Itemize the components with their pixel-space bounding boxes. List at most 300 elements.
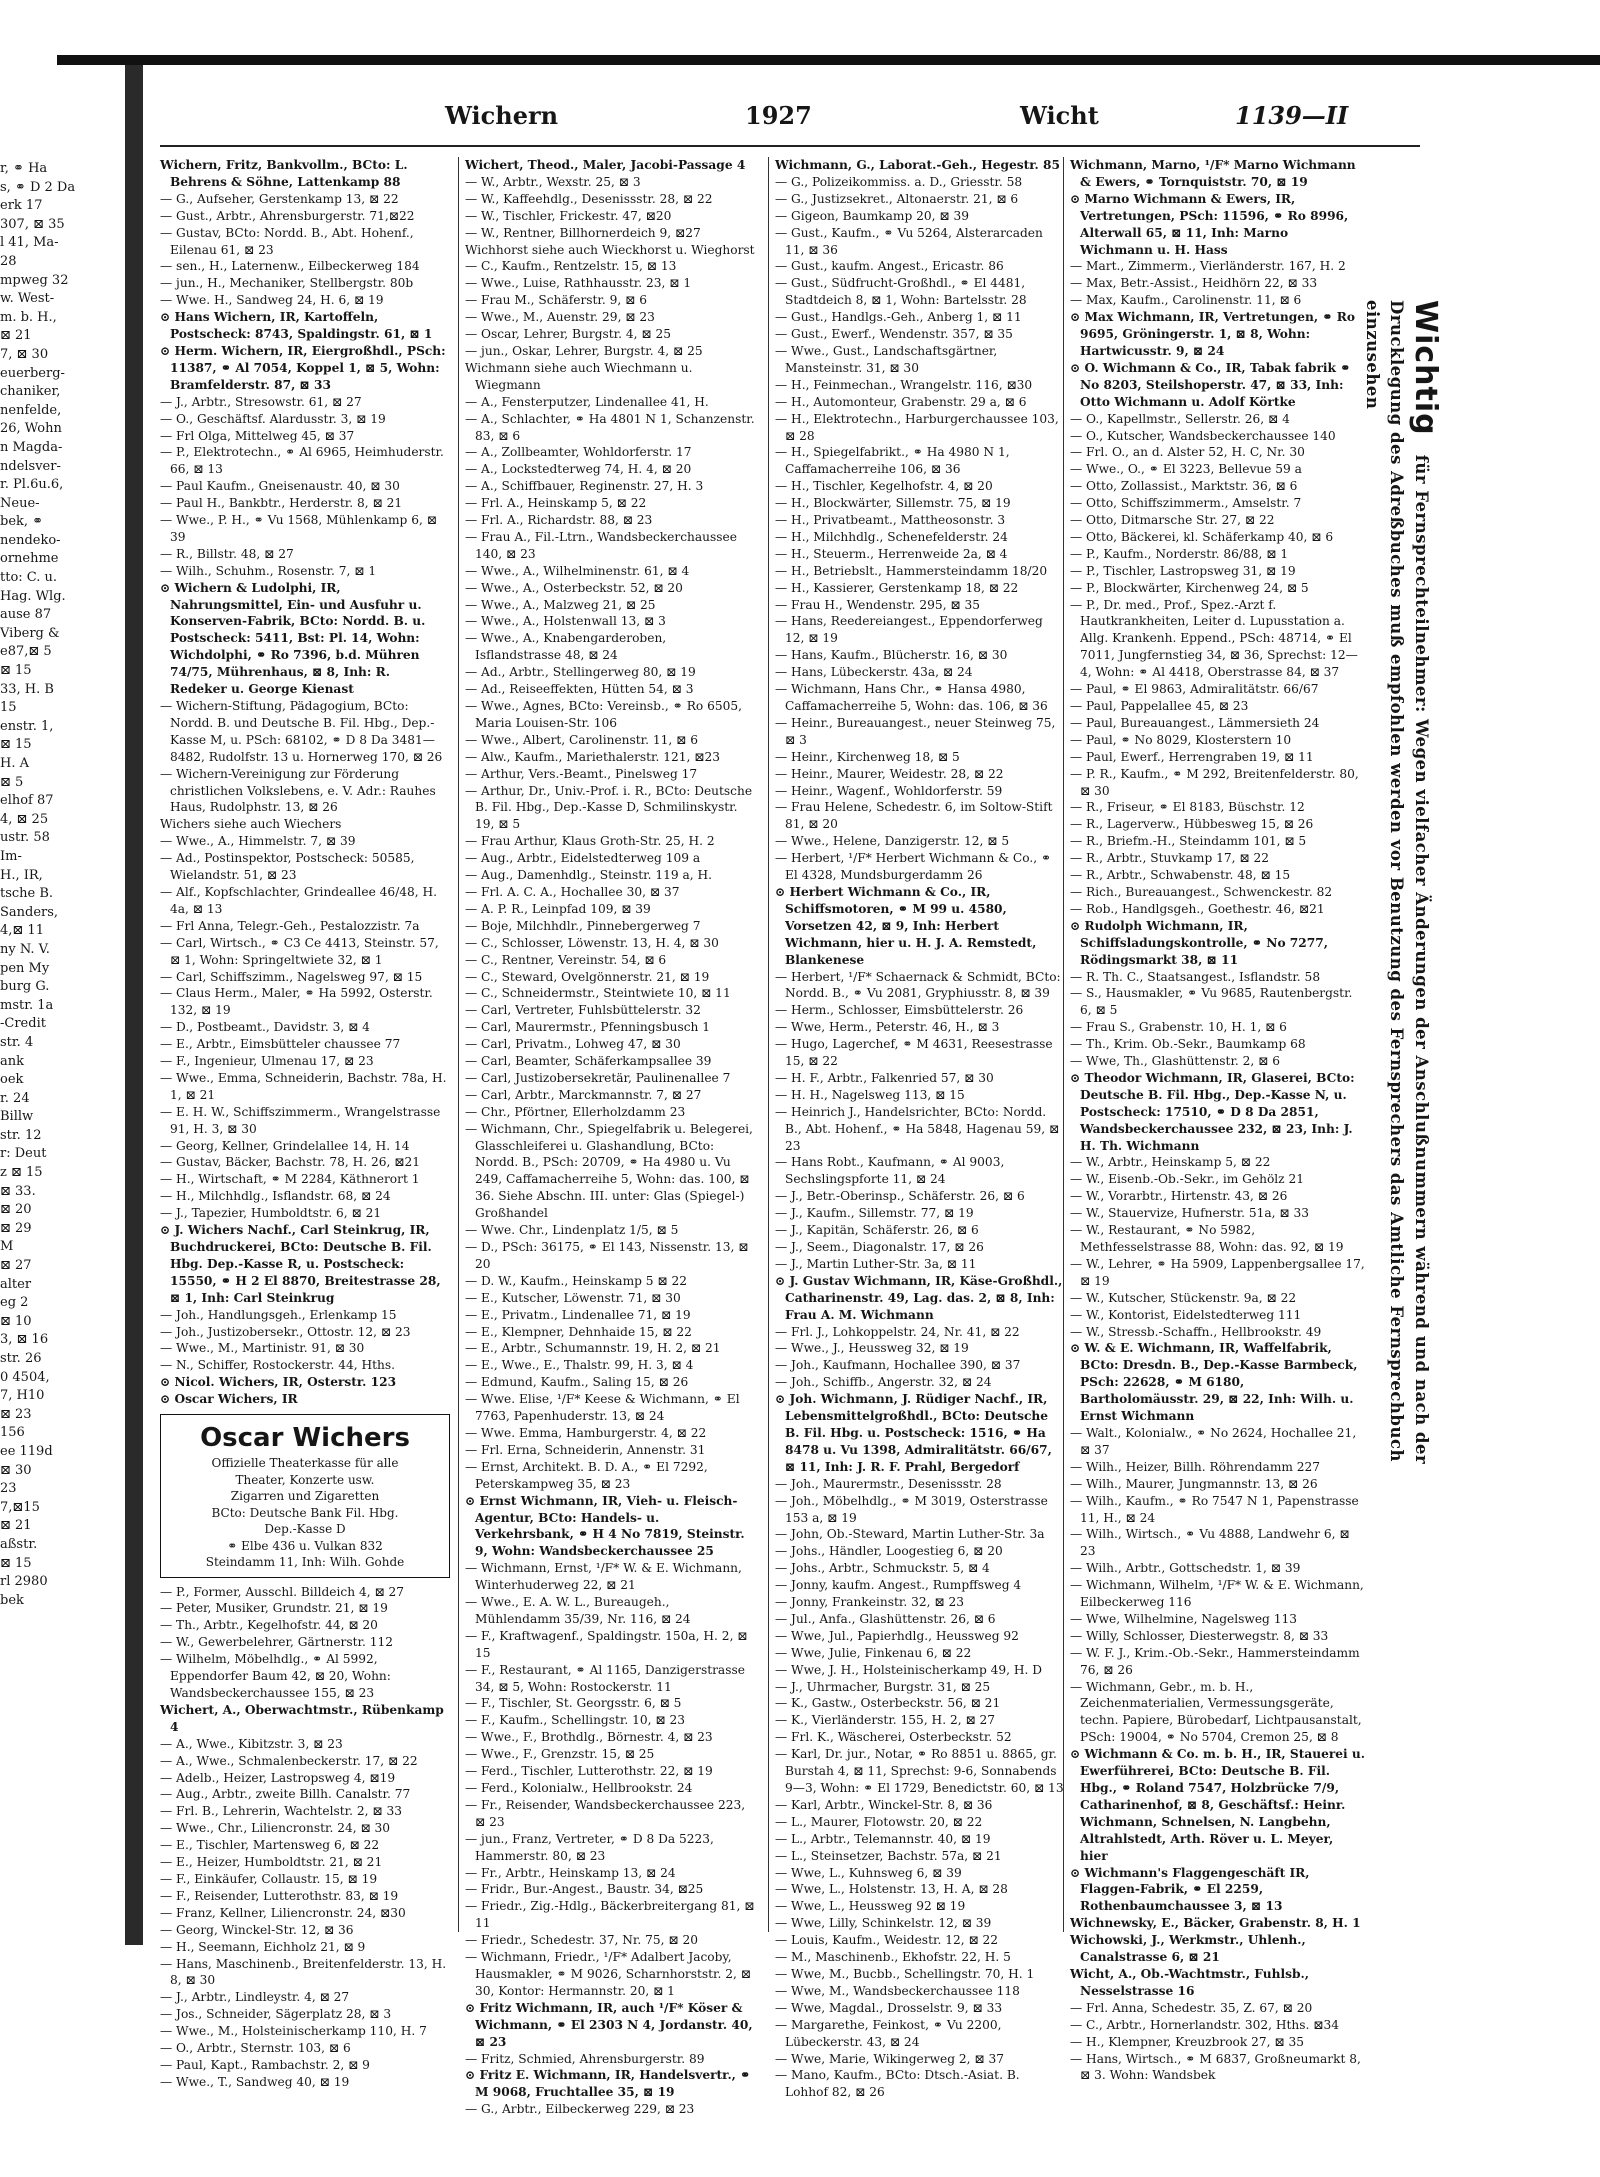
directory-entry: — Oscar, Lehrer, Burgstr. 4, ⊠ 25 <box>465 327 671 342</box>
directory-entry: — Gust., Ewerf., Wendenstr. 357, ⊠ 35 <box>775 327 1013 342</box>
directory-entry: — Frl. B., Lehrerin, Wachtelstr. 2, ⊠ 33 <box>160 1804 402 1819</box>
left-page-fragment-line: nendeko- <box>0 532 61 548</box>
directory-entry: — J., Tapezier, Humboldtstr. 6, ⊠ 21 <box>160 1206 382 1221</box>
left-page-fragment-line: H. A <box>0 756 29 771</box>
directory-entry: — Carl, Maurermstr., Pfenningsbusch 1 <box>465 1020 711 1035</box>
directory-entry: — H., Milchhdlg., Schenefelderstr. 24 <box>775 529 1008 544</box>
directory-entry: — W., Tischler, Frickestr. 47, ⊠20 <box>465 208 672 223</box>
directory-entry: — Edmund, Kaufm., Saling 15, ⊠ 26 <box>465 1375 689 1390</box>
left-page-fragment-line: 23 <box>0 1481 17 1497</box>
directory-entry: — Joh., Handlungsgeh., Erlenkamp 15 <box>160 1307 397 1322</box>
directory-entry: — Rob., Handlgsgeh., Goethestr. 46, ⊠21 <box>1070 901 1325 916</box>
left-page-fragment-line: ⊠ 30 <box>0 1462 32 1478</box>
ad-line: Offizielle Theaterkasse für alle <box>211 1456 399 1471</box>
directory-entry: — Aug., Arbtr., zweite Billh. Canalstr. 77 <box>160 1787 411 1802</box>
ad-line: Steindamm 11, Inh: Wilh. Gohde <box>205 1555 405 1570</box>
left-page-fragment-line: bek <box>0 1592 24 1608</box>
left-page-fragment-line: bek, ⚭ <box>0 514 44 530</box>
directory-entry: — R., Arbtr., Schwabenstr. 48, ⊠ 15 <box>1070 868 1291 883</box>
directory-entry: — Wilh., Schuhm., Rosenstr. 7, ⊠ 1 <box>160 563 377 578</box>
directory-entry: ⊙ Herm. Wichern, IR, Eiergroßhdl., PSch: 11387, ⚭ Al 7054, Koppel 1, ⊠ 5, Wohn: Bramfelderstr. 87, ⊠ 33 <box>160 343 446 392</box>
header-right-keyword: Wicht <box>1020 101 1099 130</box>
directory-entry: — Karl, Arbtr., Winckel-Str. 8, ⊠ 36 <box>775 1797 993 1812</box>
directory-entry: — H., Seemann, Eichholz 21, ⊠ 9 <box>160 1939 366 1954</box>
left-page-fragment-line: ⊠ 23 <box>0 1406 32 1422</box>
directory-entry: — H., Automonteur, Grabenstr. 29 a, ⊠ 6 <box>775 394 1027 409</box>
directory-entry: ⊙ Max Wichmann, IR, Vertretungen, ⚭ Ro 9695, Gröningerstr. 1, ⊠ 8, Wohn: Hartwicusstr. 9, ⊠ 24 <box>1070 310 1356 358</box>
directory-entry: — Wichmann, Friedr., ¹/F* Adalbert Jacoby, Hausmakler, ⚭ M 9026, Scharnhorststr. 2, ⊠ 30, Kontor: Hermannstr. 20, ⊠ 1 <box>465 1950 751 1998</box>
directory-entry: — Frl. A., Heinskamp 5, ⊠ 22 <box>465 496 647 511</box>
directory-entry: — Frl. Anna, Schedestr. 35, Z. 67, ⊠ 20 <box>1070 2000 1313 2015</box>
directory-entry: — Heinr., Bureauangest., neuer Steinweg 75, ⊠ 3 <box>775 715 1056 747</box>
left-page-fragment-line: m. b. H., <box>0 309 57 325</box>
directory-entry: — F., Ingenieur, Ulmenau 17, ⊠ 23 <box>160 1054 374 1069</box>
directory-entry: — Jul., Anfa., Glashüttenstr. 26, ⊠ 6 <box>775 1611 996 1626</box>
directory-entry: — Frau S., Grabenstr. 10, H. 1, ⊠ 6 <box>1070 1020 1287 1035</box>
directory-column-4 <box>1070 157 1365 2083</box>
left-page-fragment <box>0 160 118 1880</box>
directory-entry: — O., Arbtr., Sternstr. 103, ⊠ 6 <box>160 2041 351 2056</box>
directory-entry: — Chr., Pförtner, Ellerholzdamm 23 <box>465 1104 686 1119</box>
header-year: 1927 <box>745 101 812 130</box>
directory-entry: — G., Arbtr., Eilbeckerweg 229, ⊠ 23 <box>465 2102 695 2117</box>
directory-entry: — R., Billstr. 48, ⊠ 27 <box>160 546 294 561</box>
directory-entry: — Carl, Beamter, Schäferkampsallee 39 <box>465 1054 712 1069</box>
directory-entry: Wichhorst siehe auch Wieckhorst u. Wieghorst <box>465 242 755 257</box>
directory-entry: Wichers siehe auch Wiechers <box>160 817 342 832</box>
directory-entry: — Gust., Arbtr., Ahrensburgerstr. 71,⊠22 <box>160 208 415 223</box>
directory-entry: — L., Arbtr., Telemannstr. 40, ⊠ 19 <box>775 1831 991 1846</box>
directory-entry: — Wwe., A., Osterbeckstr. 52, ⊠ 20 <box>465 580 683 595</box>
directory-entry: — Rich., Bureauangest., Schwenckestr. 82 <box>1070 884 1333 899</box>
left-page-fragment-line: Viberg & <box>0 625 60 641</box>
directory-entry: — Max, Kaufm., Carolinenstr. 11, ⊠ 6 <box>1070 293 1302 308</box>
left-page-fragment-line: nenfelde, <box>0 402 62 418</box>
directory-entry: — D. W., Kaufm., Heinskamp 5 ⊠ 22 <box>465 1273 688 1288</box>
directory-entry: ⊙ Theodor Wichmann, IR, Glaserei, BCto: Deutsche B. Fil. Hbg., Dep.-Kasse N, u. Postscheck: 17510, ⚭ D 8 Da 2851, Wandsbeckerchaussee 232, ⊠ 23, Inh: J. H. Th. Wichmann <box>1070 1070 1355 1153</box>
left-page-fragment-line: ⊠ 29 <box>0 1220 32 1236</box>
directory-entry: — R., Arbtr., Stuvkamp 17, ⊠ 22 <box>1070 851 1270 866</box>
directory-entry: — Heinrich J., Handelsrichter, BCto: Nordd. B., Abt. Hohenf., ⚭ Ha 5848, Hagenau 59, ⊠ 23 <box>775 1104 1060 1153</box>
directory-entry: — Carl, Schiffszimm., Nagelsweg 97, ⊠ 15 <box>160 969 423 984</box>
directory-entry: — Joh., Schiffb., Angerstr. 32, ⊠ 24 <box>775 1375 992 1390</box>
directory-entry: — Max, Betr.-Assist., Heidhörn 22, ⊠ 33 <box>1070 276 1318 291</box>
left-page-fragment-line: ee 119d <box>0 1443 53 1459</box>
directory-entry: — Gustav, BCto: Nordd. B., Abt. Hohenf., Eilenau 61, ⊠ 23 <box>160 225 414 257</box>
ad-line: Zigarren und Zigaretten <box>230 1489 380 1504</box>
left-page-fragment-line: 4, ⊠ 25 <box>0 811 49 827</box>
side-notice <box>1363 300 1445 1500</box>
directory-entry: — Wwe., F., Brothdlg., Börnestr. 4, ⊠ 23 <box>465 1730 713 1745</box>
directory-entry: — Hugo, Lagerchef, ⚭ M 4631, Reesestrasse 15, ⊠ 22 <box>775 1037 1053 1069</box>
directory-entry: — W., Kaffeehdlg., Desenissstr. 28, ⊠ 22 <box>465 191 713 206</box>
directory-entry: — Wwe., A., Himmelstr. 7, ⊠ 39 <box>160 834 356 849</box>
directory-entry: — Franz, Kellner, Liliencronstr. 24, ⊠30 <box>160 1905 406 1920</box>
directory-entry: — C., Steward, Ovelgönnerstr. 21, ⊠ 19 <box>465 969 710 984</box>
directory-entry: — P., Dr. med., Prof., Spez.-Arzt f. Hautkrankheiten, Leiter d. Lupusstation a. Allg. Krankenh. Eppend., PSch: 48714, ⚭ El 7011, Jungfernstieg 34, ⊠ 36, Sprechst: 12—4, Wohn: ⚭ Al 4418, Oberstrasse 84, ⊠ 37 <box>1070 597 1358 680</box>
directory-entry: — Wwe, Lilly, Schinkelstr. 12, ⊠ 39 <box>775 1916 992 1931</box>
directory-entry: Wichert, Theod., Maler, Jacobi-Passage 4 <box>465 158 746 172</box>
directory-entry: — Wwe, Julie, Finkenau 6, ⊠ 22 <box>775 1645 972 1660</box>
directory-entry: — Carl, Wirtsch., ⚭ C3 Ce 4413, Steinstr. 57, ⊠ 1, Wohn: Springeltwiete 32, ⊠ 1 <box>160 935 439 967</box>
directory-entry: — Wwe, L., Holstenstr. 13, H. A, ⊠ 28 <box>775 1882 1008 1897</box>
directory-entry: — F., Restaurant, ⚭ Al 1165, Danzigerstrasse 34, ⊠ 5, Wohn: Rostockerstr. 11 <box>465 1662 745 1694</box>
side-notice-heading: Wichtig <box>1408 300 1443 436</box>
directory-entry: ⊙ Wichern & Ludolphi, IR, Nahrungsmittel, Ein- und Ausfuhr u. Konserven-Fabrik, BCto: Nordd. B. u. Postscheck: 5411, Bst: Pl. 14, Wohn: Wichdolphi, ⚭ Ro 7396, b.d. Mühren 74/75, Mührenhaus, ⊠ 8, Inh: R. Redeker u. George Kienast <box>160 580 426 697</box>
directory-entry: — Paul Kaufm., Gneisenaustr. 40, ⊠ 30 <box>160 479 400 494</box>
left-page-fragment-line: 15 <box>0 700 17 716</box>
directory-entry: — R. Th. C., Staatsangest., Isflandstr. 58 <box>1070 969 1321 984</box>
directory-entry: — F., Kaufm., Schellingstr. 10, ⊠ 23 <box>465 1713 685 1728</box>
directory-entry: — C., Rentner, Vereinstr. 54, ⊠ 6 <box>465 952 667 967</box>
directory-entry: — S., Hausmakler, ⚭ Vu 9685, Rautenbergstr. 6, ⊠ 5 <box>1070 986 1353 1018</box>
directory-entry: — Ernst, Architekt. B. D. A., ⚭ El 7292, Peterskampweg 35, ⊠ 23 <box>465 1459 708 1491</box>
directory-entry: — Frl. J., Lohkoppelstr. 24, Nr. 41, ⊠ 22 <box>775 1324 1020 1339</box>
directory-entry: Wichmann, G., Laborat.-Geh., Hegestr. 85 <box>775 158 1060 172</box>
directory-entry: Wichnewsky, E., Bäcker, Grabenstr. 8, H. 1 <box>1070 1916 1361 1931</box>
left-page-fragment-line: r, ⚭ Ha <box>0 161 48 176</box>
directory-entry: — Hans, Maschinenb., Breitenfelderstr. 13, H. 8, ⊠ 30 <box>160 1956 447 1988</box>
directory-entry: — C., Schlosser, Löwenstr. 13, H. 4, ⊠ 30 <box>465 935 719 950</box>
directory-entry: — Paul, ⚭ El 9863, Admiralitätstr. 66/67 <box>1070 682 1319 697</box>
directory-entry: — Gust., Handlgs.-Geh., Anberg 1, ⊠ 11 <box>775 310 1022 325</box>
directory-entry: — L., Steinsetzer, Bachstr. 57a, ⊠ 21 <box>775 1848 1002 1863</box>
directory-entry: — P., Former, Ausschl. Billdeich 4, ⊠ 27 <box>160 1584 405 1599</box>
directory-entry: — Wichmann, Hans Chr., ⚭ Hansa 4980, Caffamacherreihe 5, Wohn: das. 106, ⊠ 36 <box>775 682 1048 713</box>
directory-entry: — Frau Helene, Schedestr. 6, im Soltow-Stift 81, ⊠ 20 <box>775 800 1053 832</box>
directory-entry: — E., Arbtr., Schumannstr. 19, H. 2, ⊠ 21 <box>465 1341 721 1356</box>
directory-entry: — W., Kutscher, Stückenstr. 9a, ⊠ 22 <box>1070 1290 1297 1305</box>
directory-entry: — Wichmann, Wilhelm, ¹/F* W. & E. Wichmann, Eilbeckerweg 116 <box>1070 1578 1364 1610</box>
directory-entry: — A., Wwe., Schmalenbeckerstr. 17, ⊠ 22 <box>160 1753 418 1768</box>
directory-entry: — F., Einkäufer, Collaustr. 15, ⊠ 19 <box>160 1871 378 1886</box>
directory-entry: — E., Klempner, Dehnhaide 15, ⊠ 22 <box>465 1324 692 1339</box>
left-page-fragment-line: mstr. 1a <box>0 997 54 1013</box>
directory-entry: — J., Arbtr., Stresowstr. 61, ⊠ 27 <box>160 394 362 409</box>
directory-entry: — Alw., Kaufm., Mariethalerstr. 121, ⊠23 <box>465 749 721 764</box>
directory-entry: — K., Gastw., Osterbeckstr. 56, ⊠ 21 <box>775 1696 1001 1711</box>
directory-entry: — Georg, Winckel-Str. 12, ⊠ 36 <box>160 1922 354 1937</box>
directory-entry: — W., Restaurant, ⚭ No 5982, Methfesselstrasse 88, Wohn: das. 92, ⊠ 19 <box>1070 1223 1344 1254</box>
directory-entry: — R., Friseur, ⚭ El 8183, Büschstr. 12 <box>1070 800 1305 815</box>
side-notice-text: für Fernsprechteilnehmer: Wegen vielfacher Änderungen der Anschlußnummern während und nach der Drucklegung des Adreßbuches muß empfohlen werden vor Benutzung des Fernsprechers das Amtliche Fernsprechbuch einzusehen <box>1363 300 1431 1465</box>
directory-entry: — R., Briefm.-H., Steindamm 101, ⊠ 5 <box>1070 834 1307 849</box>
directory-entry: — H., Privatbeamt., Mattheosonstr. 3 <box>775 513 1006 528</box>
directory-entry: — Louis, Kaufm., Weidestr. 12, ⊠ 22 <box>775 1933 999 1948</box>
ad-line: Dep.-Kasse D <box>264 1522 346 1537</box>
directory-entry: — Joh., Justizobersekr., Ottostr. 12, ⊠ 23 <box>160 1324 411 1339</box>
directory-entry: — Friedr., Zig.-Hdlg., Bäckerbreitergang 81, ⊠ 11 <box>465 1899 755 1931</box>
directory-entry: — J., Uhrmacher, Burgstr. 31, ⊠ 25 <box>775 1679 991 1694</box>
directory-entry: — Carl, Justizobersekretär, Paulinenallee 7 <box>465 1070 731 1085</box>
directory-entry: — E., Heizer, Humboldtstr. 21, ⊠ 21 <box>160 1855 383 1870</box>
directory-entry: — A., Schiffbauer, Reginenstr. 27, H. 3 <box>465 479 704 494</box>
directory-entry: — Wwe., O., ⚭ El 3223, Bellevue 59 a <box>1070 462 1302 477</box>
left-page-fragment-line: l 41, Ma- <box>0 235 59 251</box>
directory-entry: — Wwe., M., Auenstr. 29, ⊠ 23 <box>465 310 655 325</box>
left-page-fragment-line: ause 87 <box>0 607 52 623</box>
left-page-fragment-line: -Credit <box>0 1016 46 1032</box>
directory-entry: — Paul, Ewerf., Herrengraben 19, ⊠ 11 <box>1070 749 1314 764</box>
left-page-fragment-line: pen My <box>0 960 50 976</box>
oscar-wichers-advertisement <box>160 1414 450 1578</box>
directory-entry: — Wilh., Arbtr., Gottschedstr. 1, ⊠ 39 <box>1070 1561 1301 1576</box>
directory-entry: — H., Kassierer, Gerstenkamp 18, ⊠ 22 <box>775 580 1019 595</box>
directory-entry: — Wilhelm, Möbelhdlg., ⚭ Al 5992, Eppendorfer Baum 42, ⊠ 20, Wohn: Wandsbeckerchaussee 155, ⊠ 23 <box>160 1652 391 1700</box>
left-page-fragment-line: z ⊠ 15 <box>0 1165 43 1181</box>
directory-entry: — Arthur, Vers.-Beamt., Pinelsweg 17 <box>465 766 698 781</box>
directory-entry: ⊙ Joh. Wichmann, J. Rüdiger Nachf., IR, Lebensmittelgroßhdl., BCto: Deutsche B. Fil. Hbg. u. Postscheck: 1516, ⚭ Ha 8478 u. Vu 1398, Admiralitätstr. 66/67, ⊠ 11, Inh: J. R. F. Prahl, Bergedorf <box>775 1392 1052 1474</box>
directory-entry: ⊙ Wichmann & Co. m. b. H., IR, Stauerei u. Ewerführerei, BCto: Deutsche B. Fil. Hbg., ⚭ Roland 7547, Holzbrücke 7/9, Catharinenhof, ⊠ 8, Geschäftsf.: Heinr. Wichmann, Schnelsen, N. Langbehn, Altrahlstedt, Arth. Röver u. L. Meyer, hier <box>1070 1747 1365 1863</box>
directory-entry: — Wichmann, Chr., Spiegelfabrik u. Belegerei, Glasschleiferei u. Glashandlung, BCto: Nordd. B., PSch: 20709, ⚭ Ha 4980 u. Vu 249, Caffamacherreihe 5, Wohn: das. 100, ⊠ 36. Siehe Abschn. III. unter: Glas (Spiegel-) Großhandel <box>465 1121 753 1221</box>
directory-entry: ⊙ Oscar Wichers, IR <box>160 1392 298 1407</box>
directory-entry: — Frl Olga, Mittelweg 45, ⊠ 37 <box>160 428 355 443</box>
left-page-fragment-line: ⊠ 21 <box>0 1518 32 1534</box>
directory-entry: Wichmann, Marno, ¹/F* Marno Wichmann & Ewers, ⚭ Tornquiststr. 70, ⊠ 19 <box>1070 158 1356 189</box>
left-page-fragment-line: ⊠ 10 <box>0 1313 32 1329</box>
directory-entry: — Wwe, Magdal., Drosselstr. 9, ⊠ 33 <box>775 2000 1003 2015</box>
directory-entry: — Wwe., Helene, Danzigerstr. 12, ⊠ 5 <box>775 834 1010 849</box>
directory-entry: — Boje, Milchhdlr., Pinnebergerweg 7 <box>465 918 701 933</box>
left-page-fragment-line: e87,⊠ 5 <box>0 644 52 660</box>
directory-entry: — Wwe., Albert, Carolinenstr. 11, ⊠ 6 <box>465 732 698 747</box>
directory-entry: — F., Reisender, Lutterothstr. 83, ⊠ 19 <box>160 1888 399 1903</box>
directory-entry: — K., Vierländerstr. 155, H. 2, ⊠ 27 <box>775 1713 996 1728</box>
left-page-fragment-line: aßstr. <box>0 1536 38 1552</box>
directory-entry: — Wwe., F., Grenzstr. 15, ⊠ 25 <box>465 1747 655 1762</box>
directory-entry: — Frau A., Fil.-Ltrn., Wandsbeckerchaussee 140, ⊠ 23 <box>465 529 737 561</box>
left-page-fragment-line: erk 17 <box>0 198 43 214</box>
left-page-fragment-line: ⊠ 27 <box>0 1258 32 1274</box>
directory-entry: — Wwe. Chr., Lindenplatz 1/5, ⊠ 5 <box>465 1223 679 1238</box>
directory-entry: — Paul, Kapt., Rambachstr. 2, ⊠ 9 <box>160 2057 370 2072</box>
directory-entry: — A., Wwe., Kibitzstr. 3, ⊠ 23 <box>160 1736 343 1751</box>
directory-entry: Wicht, A., Ob.-Wachtmstr., Fuhlsb., Nesselstrasse 16 <box>1070 1966 1309 1998</box>
left-page-fragment-line: euerberg- <box>0 365 65 381</box>
directory-entry: — P. R., Kaufm., ⚭ M 292, Breitenfelderstr. 80, ⊠ 30 <box>1070 766 1359 798</box>
directory-entry: — Wilh., Wirtsch., ⚭ Vu 4888, Landwehr 6, ⊠ 23 <box>1070 1527 1350 1559</box>
header-left-keyword: Wichern <box>445 101 559 130</box>
directory-entry: — Wichern-Vereinigung zur Förderung christlichen Volkslebens, e. V. Adr.: Rauhes Haus, Rudolphstr. 13, ⊠ 26 <box>160 766 436 815</box>
directory-entry: — Fridr., Bur.-Angest., Baustr. 34, ⊠25 <box>465 1882 704 1897</box>
directory-entry: — Paul, Bureauangest., Lämmersieth 24 <box>1070 715 1320 730</box>
directory-entry: — Heinr., Wagenf., Wohldorferstr. 59 <box>775 783 1003 798</box>
directory-entry: — Heinr., Kirchenweg 18, ⊠ 5 <box>775 749 960 764</box>
directory-entry: Wichert, A., Oberwachtmstr., Rübenkamp 4 <box>160 1702 444 1734</box>
directory-entry: — Willy, Schlosser, Diesterwegstr. 8, ⊠ 33 <box>1070 1628 1329 1643</box>
directory-entry: — Hans Robt., Kaufmann, ⚭ Al 9003, Sechslingspforte 11, ⊠ 24 <box>775 1155 1005 1187</box>
directory-entry: ⊙ Herbert Wichmann & Co., IR, Schiffsmotoren, ⚭ M 99 u. 4580, Vorsetzen 42, ⊠ 9, Inh: Herbert Wichmann, hier u. H. J. A. Remstedt, Blankenese <box>775 884 1037 967</box>
directory-entry: — H. H., Nagelsweg 113, ⊠ 15 <box>775 1087 965 1102</box>
page-header <box>160 95 1420 147</box>
directory-entry: — Claus Herm., Maler, ⚭ Ha 5992, Osterstr. 132, ⊠ 19 <box>160 986 433 1018</box>
left-page-fragment-line: 156 <box>0 1425 25 1441</box>
directory-entry: — H., Feinmechan., Wrangelstr. 116, ⊠30 <box>775 377 1033 392</box>
directory-entry: — Wwe., Luise, Rathhausstr. 23, ⊠ 1 <box>465 276 692 291</box>
directory-entry: — Mart., Zimmerm., Vierländerstr. 167, H. 2 <box>1070 259 1346 274</box>
directory-entry: — Joh., Maurermstr., Desenissstr. 28 <box>775 1476 1002 1491</box>
directory-entry: — Wwe. Elise, ¹/F* Keese & Wichmann, ⚭ El 7763, Papenhuderstr. 13, ⊠ 24 <box>465 1392 740 1424</box>
left-page-fragment-line: Im- <box>0 848 22 864</box>
directory-entry: — Wwe., A., Holstenwall 13, ⊠ 3 <box>465 614 666 629</box>
directory-entry: — Fr., Arbtr., Heinskamp 13, ⊠ 24 <box>465 1865 676 1880</box>
directory-entry: — Frl. O., an d. Alster 52, H. C, Nr. 30 <box>1070 445 1305 460</box>
left-page-fragment-line: rl 2980 <box>0 1574 48 1590</box>
directory-entry: — Wwe., Emma, Schneiderin, Bachstr. 78a, H. 1, ⊠ 21 <box>160 1070 447 1102</box>
left-page-fragment-line: s, ⚭ D 2 Da <box>0 179 76 195</box>
directory-entry: — H., Tischler, Kegelhofstr. 4, ⊠ 20 <box>775 479 993 494</box>
directory-columns <box>160 157 1415 2117</box>
directory-entry: — H., Steuerm., Herrenweide 2a, ⊠ 4 <box>775 546 1008 561</box>
directory-entry: — H., Elektrotechn., Harburgerchaussee 103, ⊠ 28 <box>775 411 1059 443</box>
directory-entry: — E., Wwe., E., Thalstr. 99, H. 3, ⊠ 4 <box>465 1358 694 1373</box>
left-page-fragment-line: ank <box>0 1053 25 1069</box>
left-page-fragment-line: 4,⊠ 11 <box>0 923 44 939</box>
directory-entry: — W., Stauervize, Hufnerstr. 51a, ⊠ 33 <box>1070 1206 1310 1221</box>
left-page-fragment-line: ⊠ 15 <box>0 663 32 679</box>
left-page-fragment-line: 7, H10 <box>0 1388 45 1404</box>
directory-entry: — sen., H., Laternenw., Eilbeckerweg 184 <box>160 259 420 274</box>
directory-entry: — Wwe., M., Holsteinischerkamp 110, H. 7 <box>160 2024 427 2039</box>
directory-entry: — John, Ob.-Steward, Martin Luther-Str. 3a <box>775 1527 1045 1542</box>
directory-entry: — F., Kraftwagenf., Spaldingstr. 150a, H. 2, ⊠ 15 <box>465 1628 748 1660</box>
left-page-fragment-line: ndelsver- <box>0 458 61 474</box>
directory-entry: — G., Justizsekret., Altonaerstr. 21, ⊠ 6 <box>775 191 1019 206</box>
scan-page-gutter <box>125 65 143 1945</box>
left-page-fragment-line: Sanders, <box>0 904 59 920</box>
directory-entry: — Wwe. Emma, Hamburgerstr. 4, ⊠ 22 <box>465 1425 707 1440</box>
directory-entry: — J., Kapitän, Schäferstr. 26, ⊠ 6 <box>775 1223 979 1238</box>
left-page-fragment-line: elhof 87 <box>0 793 54 809</box>
directory-entry: — Wwe, Wilhelmine, Nagelsweg 113 <box>1070 1611 1297 1626</box>
directory-entry: — Wichern-Stiftung, Pädagogium, BCto: Nordd. B. und Deutsche B. Fil. Hbg., Dep.-Kasse M, u. PSch: 68102, ⚭ D 8 Da 3481—8482, Rudolfstr. 13 u. Hornerweg 170, ⊠ 26 <box>160 699 443 764</box>
directory-entry: — M., Maschinenb., Ekhofstr. 22, H. 5 <box>775 1950 1011 1965</box>
directory-entry: — P., Elektrotechn., ⚭ Al 6965, Heimhuderstr. 66, ⊠ 13 <box>160 445 444 477</box>
directory-entry: — D., Postbeamt., Davidstr. 3, ⊠ 4 <box>160 1020 370 1035</box>
left-page-fragment-line: chaniker, <box>0 384 61 400</box>
directory-entry: — Wwe., Gust., Landschaftsgärtner, Mansteinstr. 31, ⊠ 30 <box>775 343 998 375</box>
directory-entry: — Carl, Privatm., Lohweg 47, ⊠ 30 <box>465 1037 681 1052</box>
directory-entry: — Th., Arbtr., Kegelhofstr. 44, ⊠ 20 <box>160 1618 378 1633</box>
directory-entry: — Hans, Lübeckerstr. 43a, ⊠ 24 <box>775 665 973 680</box>
directory-entry: ⊙ Nicol. Wichers, IR, Osterstr. 123 <box>160 1375 397 1390</box>
directory-entry: — Wwe., J., Heussweg 32, ⊠ 19 <box>775 1341 969 1356</box>
left-page-fragment-line: ⊠ 21 <box>0 328 32 344</box>
directory-entry: — D., PSch: 36175, ⚭ El 143, Nissenstr. 13, ⊠ 20 <box>465 1240 749 1271</box>
left-page-fragment-line: 7,⊠15 <box>0 1499 40 1515</box>
directory-entry: ⊙ Marno Wichmann & Ewers, IR, Vertretungen, PSch: 11596, ⚭ Ro 8996, Alterwall 65, ⊠ 11, Inh: Marno Wichmann u. H. Hass <box>1070 191 1349 257</box>
ad-line: Theater, Konzerte usw. <box>235 1472 375 1487</box>
directory-entry: — Hans, Reedereiangest., Eppendorferweg 12, ⊠ 19 <box>775 614 1043 646</box>
left-page-fragment-line: enstr. 1, <box>0 718 54 734</box>
directory-entry: — Gust., kaufm. Angest., Ericastr. 86 <box>775 259 1004 274</box>
directory-entry: — Gustav, Bäcker, Bachstr. 78, H. 26, ⊠21 <box>160 1155 421 1170</box>
directory-entry: — O., Kapellmstr., Sellerstr. 26, ⊠ 4 <box>1070 411 1290 426</box>
directory-entry: — Otto, Ditmarsche Str. 27, ⊠ 22 <box>1070 513 1275 528</box>
directory-entry: — A. P. R., Leinpfad 109, ⊠ 39 <box>465 901 651 916</box>
directory-entry: — Johs., Arbtr., Schmuckstr. 5, ⊠ 4 <box>775 1561 990 1576</box>
directory-entry: — H., Milchhdlg., Isflandstr. 68, ⊠ 24 <box>160 1189 391 1204</box>
directory-entry: — Paul, ⚭ No 8029, Klosterstern 10 <box>1070 732 1292 747</box>
directory-entry: ⊙ Hans Wichern, IR, Kartoffeln, Postscheck: 8743, Spaldingstr. 61, ⊠ 1 <box>160 310 433 342</box>
directory-entry: — P., Kaufm., Norderstr. 86/88, ⊠ 1 <box>1070 546 1289 561</box>
left-page-fragment-line: ⊠ 5 <box>0 774 24 790</box>
directory-entry: — Frau Arthur, Klaus Groth-Str. 25, H. 2 <box>465 834 715 849</box>
directory-entry: — Ferd., Kolonialw., Hellbrookstr. 24 <box>465 1781 693 1795</box>
directory-entry: — Wwe., Chr., Liliencronstr. 24, ⊠ 30 <box>160 1821 391 1836</box>
directory-entry: — C., Schneidermstr., Steintwiete 10, ⊠ 11 <box>465 986 731 1001</box>
directory-entry: — C., Arbtr., Hornerlandstr. 302, Hths. ⊠34 <box>1070 2017 1339 2032</box>
directory-entry: — Fr., Reisender, Wandsbeckerchaussee 223, ⊠ 23 <box>465 1797 746 1829</box>
directory-entry: — Frl. K., Wäscherei, Osterbeckstr. 52 <box>775 1730 1012 1745</box>
directory-entry: — Wwe, Marie, Wikingerweg 2, ⊠ 37 <box>775 2051 1005 2066</box>
directory-entry: — E. H. W., Schiffszimmerm., Wrangelstrasse 91, H. 3, ⊠ 30 <box>160 1104 441 1136</box>
left-page-fragment-line: 0 4504, <box>0 1369 50 1385</box>
directory-entry: — W., Stressb.-Schaffn., Hellbrookstr. 49 <box>1070 1324 1322 1339</box>
left-page-fragment-line: ⊠ 20 <box>0 1202 32 1218</box>
directory-entry: — W., Rentner, Billhornerdeich 9, ⊠27 <box>465 225 701 240</box>
directory-entry: — Margarethe, Feinkost, ⚭ Vu 2200, Lübeckerstr. 43, ⊠ 24 <box>775 2017 1002 2049</box>
directory-entry: — J., Kaufm., Sillemstr. 77, ⊠ 19 <box>775 1206 974 1221</box>
header-page-number: 1139—II <box>1235 101 1349 130</box>
directory-entry: ⊙ Wichmann's Flaggengeschäft IR, Flaggen-Fabrik, ⚭ El 2259, Rothenbaumchaussee 3, ⊠ 13 <box>1070 1865 1310 1914</box>
directory-entry: — Wwe, J. H., Holsteinischerkamp 49, H. D <box>775 1662 1043 1677</box>
directory-entry: — W. F. J., Krim.-Ob.-Sekr., Hammersteindamm 76, ⊠ 26 <box>1070 1645 1360 1677</box>
directory-entry: — H., Blockwärter, Sillemstr. 75, ⊠ 19 <box>775 496 1011 511</box>
directory-entry: — O., Kutscher, Wandsbeckerchaussee 140 <box>1070 428 1336 443</box>
left-page-fragment-line: H., IR, <box>0 867 43 883</box>
left-page-fragment-line: ⊠ 33. <box>0 1183 36 1199</box>
directory-entry: — Georg, Kellner, Grindelallee 14, H. 14 <box>160 1138 410 1153</box>
directory-entry: — Joh., Möbelhdlg., ⚭ M 3019, Osterstrasse 153 a, ⊠ 19 <box>775 1493 1048 1525</box>
directory-entry: — A., Zollbeamter, Wohldorferstr. 17 <box>465 445 692 460</box>
directory-entry: — Ad., Arbtr., Stellingerweg 80, ⊠ 19 <box>465 665 696 680</box>
directory-entry: — J., Seem., Diagonalstr. 17, ⊠ 26 <box>775 1240 984 1254</box>
directory-entry: — H., Wirtschaft, ⚭ M 2284, Käthnerort 1 <box>160 1172 420 1187</box>
directory-entry: — P., Tischler, Lastropsweg 31, ⊠ 19 <box>1070 563 1296 578</box>
left-page-fragment-line: str. 4 <box>0 1034 34 1050</box>
directory-entry: ⊙ Rudolph Wichmann, IR, Schiffsladungskontrolle, ⚭ No 7277, Rödingsmarkt 38, ⊠ 11 <box>1070 918 1328 967</box>
directory-entry: — Carl, Vertreter, Fuhlsbüttelerstr. 32 <box>465 1003 701 1018</box>
directory-entry: — Wilh., Heizer, Billh. Röhrendamm 227 <box>1070 1459 1321 1474</box>
left-page-fragment-line: r. 24 <box>0 1090 30 1106</box>
directory-entry: — Adelb., Heizer, Lastropsweg 4, ⊠19 <box>160 1770 396 1785</box>
directory-entry: — Jonny, Frankeinstr. 32, ⊠ 23 <box>775 1595 964 1610</box>
directory-entry: — Wwe., E. A. W. L., Bureaugeh., Mühlendamm 35/39, Nr. 116, ⊠ 24 <box>465 1595 691 1626</box>
directory-entry: — Wichmann, Ernst, ¹/F* W. & E. Wichmann, Winterhuderweg 22, ⊠ 21 <box>465 1561 742 1593</box>
directory-entry: — Frl Anna, Telegr.-Geh., Pestalozzistr. 7a <box>160 918 420 933</box>
directory-entry: — Frau H., Wendenstr. 295, ⊠ 35 <box>775 597 981 612</box>
directory-entry: — Wwe, Jul., Papierhdlg., Heussweg 92 <box>775 1628 1019 1643</box>
directory-entry: — Frau M., Schäferstr. 9, ⊠ 6 <box>465 293 648 308</box>
directory-entry: — E., Arbtr., Eimsbütteler chaussee 77 <box>160 1037 401 1052</box>
left-page-fragment-line: 307, ⊠ 35 <box>0 216 65 232</box>
left-page-fragment-line: r. Pl.6u.6, <box>0 477 64 493</box>
directory-entry: — Friedr., Schedestr. 37, Nr. 75, ⊠ 20 <box>465 1933 699 1948</box>
directory-entry: — Ferd., Tischler, Lutterothstr. 22, ⊠ 19 <box>465 1764 713 1779</box>
left-page-fragment-line: w. West- <box>0 291 55 307</box>
directory-entry: — Wwe, L., Heussweg 92 ⊠ 19 <box>775 1899 966 1914</box>
directory-entry: — H., Spiegelfabrikt., ⚭ Ha 4980 N 1, Caffamacherreihe 106, ⊠ 36 <box>775 445 1010 477</box>
directory-entry: — Ad., Postinspektor, Postscheck: 50585, Wielandstr. 51, ⊠ 23 <box>160 851 415 883</box>
directory-entry: — Hans, Kaufm., Blücherstr. 16, ⊠ 30 <box>775 648 1008 663</box>
directory-entry: — L., Maurer, Flotowstr. 20, ⊠ 22 <box>775 1814 983 1829</box>
directory-column-1 <box>160 157 450 2089</box>
directory-entry: — Wichmann, Gebr., m. b. H., Zeichenmaterialien, Vermessungsgeräte, techn. Papiere, Bürobedarf, Lichtpausanstalt, PSch: 19004, ⚭ No 5704, Cremon 25, ⊠ 8 <box>1070 1679 1362 1745</box>
left-page-fragment-line: ny N. V. <box>0 941 50 957</box>
left-page-fragment-line: tto: C. u. <box>0 570 58 586</box>
directory-entry: Wichmann siehe auch Wiechmann u. Wiegmann <box>465 360 693 392</box>
